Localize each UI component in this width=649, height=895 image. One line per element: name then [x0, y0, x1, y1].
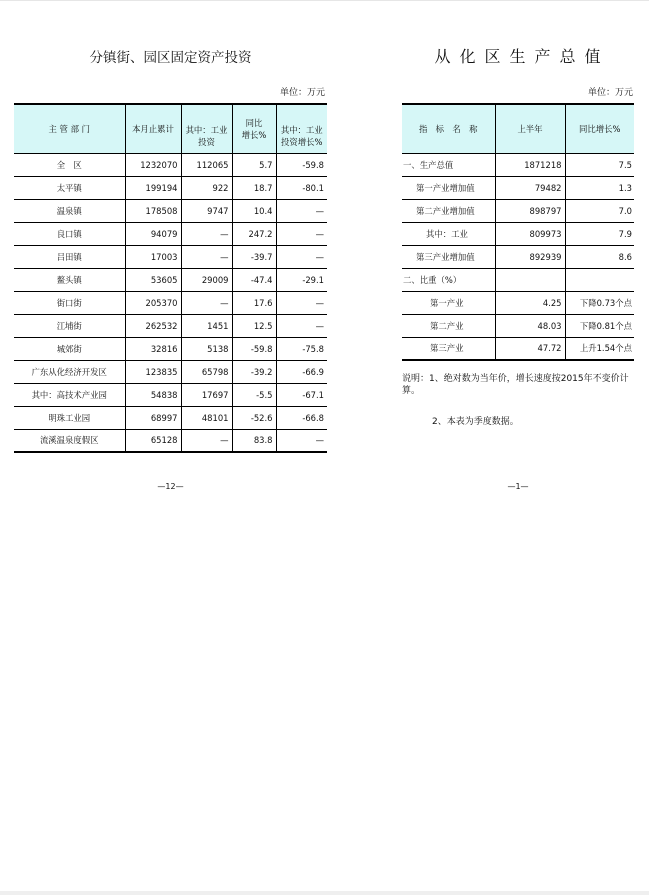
row-total: 178508 [125, 199, 181, 222]
row-growth: 下降0.81个点 [565, 314, 634, 337]
row-industrial: — [181, 291, 232, 314]
row-name: 一、生产总值 [403, 159, 454, 170]
row-name: 鳌头镇 [14, 268, 125, 291]
row-name: 第二产业增加值 [402, 199, 495, 222]
row-ind-growth: -67.1 [276, 383, 327, 406]
gdp-table [402, 103, 634, 361]
row-name: 广东从化经济开发区 [14, 360, 125, 383]
header-industrial-line1: 其中：工业 [185, 124, 228, 135]
row-name: 二、比重（%） [402, 268, 495, 291]
table-row [14, 268, 327, 291]
right-unit-label: 单位：万元 [587, 88, 633, 98]
header-industrial-line2: 投资 [198, 136, 215, 147]
table-row [402, 268, 634, 291]
row-growth: 5.7 [232, 153, 276, 176]
table-row [14, 291, 327, 314]
table-header-row [402, 104, 634, 153]
table-row [402, 337, 634, 360]
row-ind-growth: — [276, 245, 327, 268]
row-growth: 12.5 [232, 314, 276, 337]
header-yoy [232, 104, 276, 153]
row-industrial: — [181, 222, 232, 245]
table-row [402, 291, 634, 314]
right-page-title: 从化区生产总值 [434, 47, 610, 66]
row-name: 流溪温泉度假区 [14, 429, 125, 452]
row-name: 全 区 [56, 159, 82, 170]
row-growth: 7.0 [565, 199, 634, 222]
row-name: 太平镇 [14, 176, 125, 199]
row-growth: 7.9 [565, 222, 634, 245]
row-ind-growth: — [276, 314, 327, 337]
bottom-divider [0, 891, 649, 895]
top-divider [0, 0, 649, 1]
row-name: 吕田镇 [14, 245, 125, 268]
row-ind-growth: — [276, 291, 327, 314]
row-ind-growth: — [276, 429, 327, 452]
header-indicator: 指 标 名 称 [402, 104, 495, 153]
table-row [14, 245, 327, 268]
row-name: 江埔街 [14, 314, 125, 337]
left-unit-label: 单位：万元 [279, 88, 325, 98]
row-ind-growth: -75.8 [276, 337, 327, 360]
note-quarterly: 2、本表为季度数据。 [432, 417, 519, 427]
row-name: 街口街 [14, 291, 125, 314]
row-total: 262532 [125, 314, 181, 337]
row-growth: 1.3 [565, 176, 634, 199]
row-ind-growth: -80.1 [276, 176, 327, 199]
row-industrial: 9747 [181, 199, 232, 222]
row-total: 68997 [125, 406, 181, 429]
row-industrial: — [181, 245, 232, 268]
row-industrial: — [181, 429, 232, 452]
table-row [14, 199, 327, 222]
row-industrial: 29009 [181, 268, 232, 291]
row-value: 1871218 [495, 153, 565, 176]
row-growth: 247.2 [232, 222, 276, 245]
table-row [14, 222, 327, 245]
header-dept: 主 管 部 门 [14, 104, 125, 153]
row-ind-growth: -66.9 [276, 360, 327, 383]
row-value: 898797 [495, 199, 565, 222]
header-yoy-line1: 同比 [245, 117, 263, 128]
row-industrial: 1451 [181, 314, 232, 337]
table-row [14, 360, 327, 383]
header-yoy: 同比增长% [565, 104, 634, 153]
table-row [14, 429, 327, 452]
row-value: 809973 [495, 222, 565, 245]
row-name: 第三产业增加值 [402, 245, 495, 268]
row-growth: 83.8 [232, 429, 276, 452]
note-explanation: 说明：1、绝对数为当年价，增长速度按2015年不变价计算。 [402, 374, 629, 396]
row-value: 892939 [495, 245, 565, 268]
row-total: 205370 [125, 291, 181, 314]
row-name: 其中：高技术产业园 [14, 383, 125, 406]
left-page-number: —12— [157, 482, 184, 491]
header-ind-growth-line1: 其中：工业 [280, 124, 323, 135]
row-name: 第二产业 [402, 314, 495, 337]
table-row [14, 153, 327, 176]
row-growth: 8.6 [565, 245, 634, 268]
row-name: 温泉镇 [14, 199, 125, 222]
left-page-title: 分镇街、园区固定资产投资 [89, 50, 252, 66]
table-row [402, 153, 634, 176]
header-industrial [181, 104, 232, 153]
row-growth: -59.8 [232, 337, 276, 360]
row-industrial: 922 [181, 176, 232, 199]
row-growth: -39.2 [232, 360, 276, 383]
row-total: 65128 [125, 429, 181, 452]
row-total: 123835 [125, 360, 181, 383]
row-total: 54838 [125, 383, 181, 406]
table-row [14, 176, 327, 199]
row-growth: 7.5 [565, 153, 634, 176]
table-row [14, 383, 327, 406]
table-row [14, 337, 327, 360]
row-growth: 18.7 [232, 176, 276, 199]
row-name: 第一产业 [402, 291, 495, 314]
header-half-year: 上半年 [495, 104, 565, 153]
row-industrial: 112065 [181, 153, 232, 176]
right-page-number: —1— [507, 482, 529, 491]
row-growth: 10.4 [232, 199, 276, 222]
row-growth: 下降0.73个点 [565, 291, 634, 314]
row-industrial: 65798 [181, 360, 232, 383]
row-name: 良口镇 [14, 222, 125, 245]
row-total: 53605 [125, 268, 181, 291]
row-growth: -47.4 [232, 268, 276, 291]
table-row [402, 245, 634, 268]
district-investment-table [14, 103, 327, 453]
row-industrial: 48101 [181, 406, 232, 429]
row-ind-growth: — [276, 199, 327, 222]
row-value: 79482 [495, 176, 565, 199]
header-cumulative: 本月止累计 [125, 104, 181, 153]
row-name: 城郊街 [14, 337, 125, 360]
row-growth: 17.6 [232, 291, 276, 314]
row-value [495, 268, 565, 291]
table-header-row [14, 104, 327, 153]
table-row [14, 406, 327, 429]
row-name: 第一产业增加值 [402, 176, 495, 199]
row-growth [565, 268, 634, 291]
row-growth: -5.5 [232, 383, 276, 406]
row-value: 4.25 [495, 291, 565, 314]
row-value: 48.03 [495, 314, 565, 337]
table-row [14, 314, 327, 337]
row-total: 17003 [125, 245, 181, 268]
row-ind-growth: -66.8 [276, 406, 327, 429]
table-row [402, 314, 634, 337]
row-name: 第三产业 [402, 337, 495, 360]
row-total: 94079 [125, 222, 181, 245]
table-row [402, 176, 634, 199]
row-total: 199194 [125, 176, 181, 199]
row-industrial: 5138 [181, 337, 232, 360]
table-row [402, 199, 634, 222]
row-ind-growth: -29.1 [276, 268, 327, 291]
header-yoy-line2: 增长% [241, 129, 267, 140]
row-industrial: 17697 [181, 383, 232, 406]
row-growth: -39.7 [232, 245, 276, 268]
row-name: 其中：工业 [402, 222, 495, 245]
header-ind-growth-line2: 投资增长% [281, 136, 323, 147]
row-ind-growth: — [276, 222, 327, 245]
row-growth: 上升1.54个点 [565, 337, 634, 360]
row-total: 32816 [125, 337, 181, 360]
row-ind-growth: -59.8 [276, 153, 327, 176]
row-total: 1232070 [125, 153, 181, 176]
row-value: 47.72 [495, 337, 565, 360]
header-ind-growth [276, 104, 327, 153]
row-name: 明珠工业园 [14, 406, 125, 429]
table-row [402, 222, 634, 245]
row-growth: -52.6 [232, 406, 276, 429]
